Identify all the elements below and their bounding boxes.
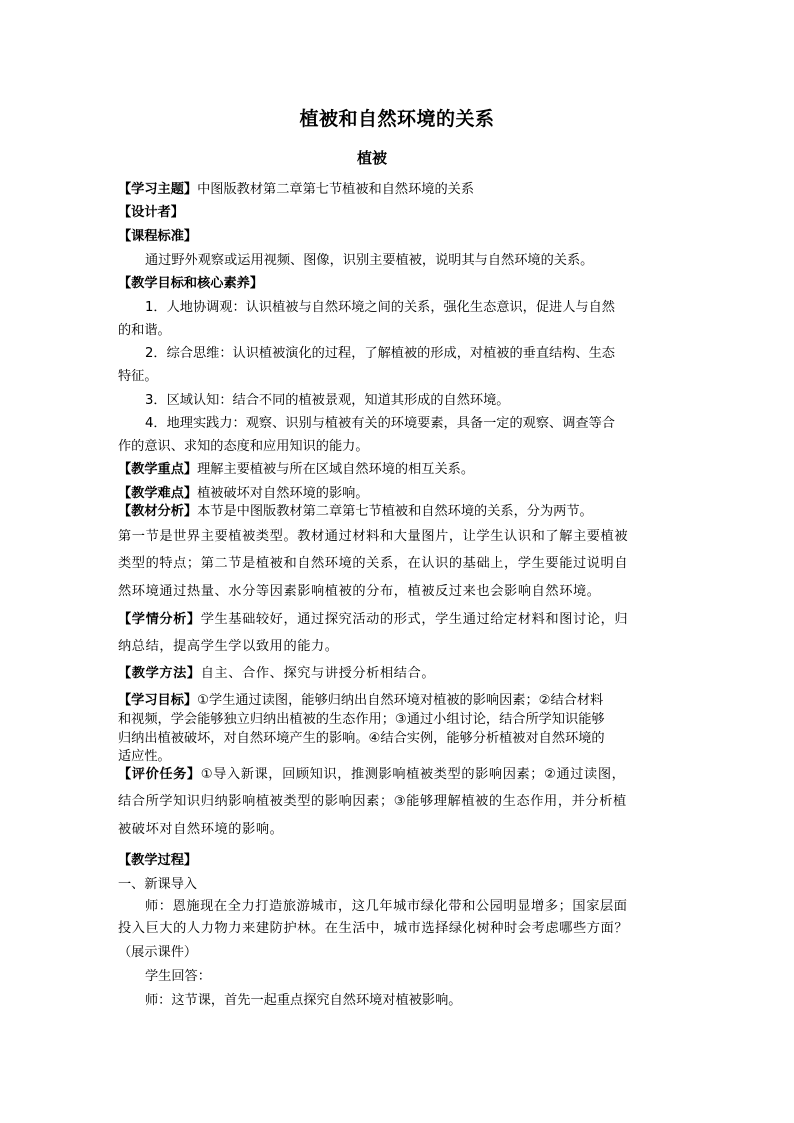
objectives-text: ①学生通过读图，能够归纳出自然环境对植被的影响因素；②结合材料: [197, 693, 604, 708]
material-text: 本节是中图版教材第二章第七节植被和自然环境的关系，分为两节。: [197, 504, 593, 519]
objectives-body-line: 和视频，学会能够独立归纳出植被的生态作用；③通过小组讨论，结合所学知识能够: [118, 712, 605, 727]
key-point-label: 【教学重点】: [118, 462, 198, 477]
evaluation-body-line: 结合所学知识归纳影响植被类型的影响因素；③能够理解植被的生态作用，并分析植: [118, 794, 627, 809]
objectives-body-line: 归纳出植被破坏，对自然环境产生的影响。④结合实例，能够分析植被对自然环境的: [118, 731, 605, 746]
goals-line: [118, 275, 678, 293]
difficulty-label: 【教学难点】: [118, 486, 198, 501]
topic-text: 中图版教材第二章第七节植被和自然环境的关系: [197, 182, 475, 197]
teacher-line: 投入巨大的人力物力来建防护林。在生活中，城市选择绿化树种时会考虑哪些方面？: [118, 921, 629, 936]
material-body-line: 然环境通过热量、水分等因素影响植被的分布，植被反过来也会影响自然环境。: [118, 584, 601, 599]
goal-line: 4．地理实践力：观察、识别与植被有关的环境要素，具备一定的观察、调查等合: [145, 416, 615, 431]
goal-line: 2．综合思维：认识植被演化的过程，了解植被的形成，对植被的垂直结构、生态: [145, 346, 615, 361]
goal-line: 作的意识、求知的态度和应用知识的能力。: [118, 439, 369, 454]
evaluation-body-line: 被破坏对自然环境的影响。: [118, 822, 284, 837]
goal-line: 1．人地协调观：认识植被与自然环境之间的关系，强化生态意识，促进人与自然: [145, 300, 615, 315]
key-point-line: [118, 461, 678, 479]
designer-label: 【设计者】: [118, 205, 184, 220]
document-title: 植被和自然环境的关系: [299, 108, 495, 130]
teacher-line: 师：这节课，首先一起重点探究自然环境对植被影响。: [145, 993, 462, 1008]
material-line: [118, 503, 678, 521]
goals-label: 【教学目标和核心素养】: [118, 276, 264, 291]
evaluation-label: 【评价任务】: [118, 767, 201, 782]
teacher-line: 师：恩施现在全力打造旅游城市，这几年城市绿化带和公园明显增多；国家层面: [145, 899, 628, 914]
objectives-line: [118, 692, 678, 710]
standard-text: 通过野外观察或运用视频、图像，识别主要植被，说明其与自然环境的关系。: [145, 253, 594, 268]
method-line: [118, 665, 678, 683]
goal-line: 的和谐。: [118, 323, 171, 338]
learner-line: [118, 611, 678, 629]
material-label: 【教材分析】: [118, 504, 198, 519]
document-subtitle: 植被: [356, 149, 387, 167]
difficulty-line: [118, 485, 678, 503]
teacher-line: （展示课件）: [118, 945, 198, 960]
material-body-line: 类型的特点；第二节是植被和自然环境的关系，在认识的基础上，学生要能过说明自: [118, 556, 629, 571]
learner-body-line: 纳总结，提高学生学以致用的能力。: [118, 639, 339, 654]
key-point-text: 理解主要植被与所在区域自然环境的相互关系。: [197, 462, 475, 477]
evaluation-text: ①导入新课，回顾知识，推测影响植被类型的影响因素；②通过读图，: [200, 767, 626, 782]
topic-line: [118, 181, 678, 199]
learner-label: 【学情分析】: [118, 612, 201, 627]
student-line: 学生回答：: [145, 969, 211, 984]
section-heading: 一、新课导入: [118, 877, 198, 892]
goal-line: 特征。: [118, 369, 158, 384]
designer-line: [118, 204, 678, 222]
method-text: 自主、合作、探究与讲授分析相结合。: [200, 666, 436, 681]
material-body-line: 第一节是世界主要植被类型。教材通过材料和大量图片，让学生认识和了解主要植被: [118, 529, 629, 544]
topic-label: 【学习主题】: [118, 182, 198, 197]
objectives-body-line: 适应性。: [118, 749, 171, 764]
goal-line: 3．区域认知：结合不同的植被景观，知道其形成的自然环境。: [145, 393, 510, 408]
difficulty-text: 植被破坏对自然环境的影响。: [197, 486, 369, 501]
process-line: [118, 852, 678, 870]
process-label: 【教学过程】: [118, 853, 198, 868]
objectives-label: 【学习目标】: [118, 693, 198, 708]
learner-text: 学生基础较好，通过探究活动的形式，学生通过给定材料和图讨论，归: [200, 612, 629, 627]
standard-label: 【课程标准】: [118, 229, 198, 244]
standard-line: [118, 228, 678, 246]
evaluation-line: [118, 766, 678, 784]
method-label: 【教学方法】: [118, 666, 201, 681]
